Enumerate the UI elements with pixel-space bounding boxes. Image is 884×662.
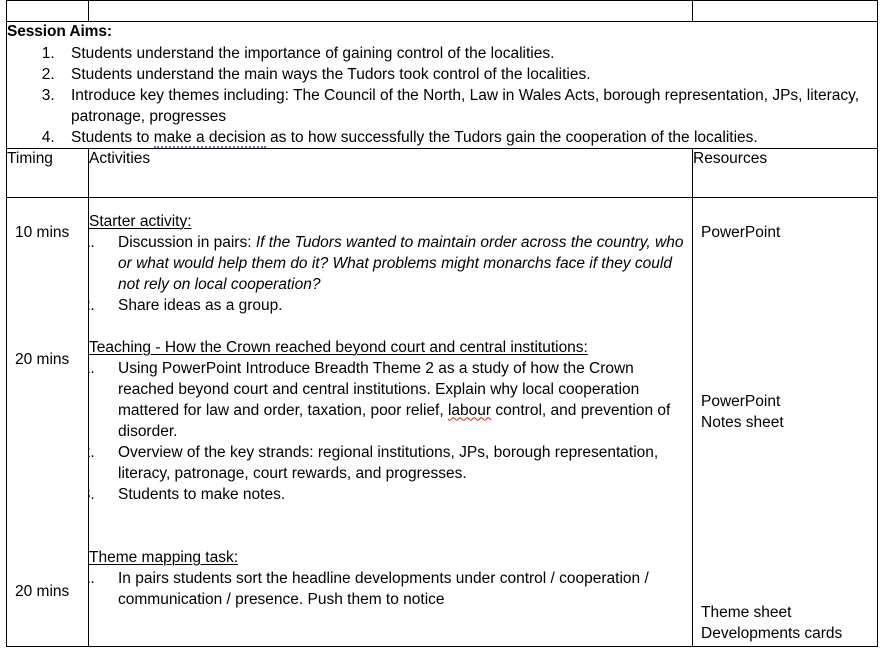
- block-spacer: [89, 526, 692, 547]
- teaching-item: 3. Students to make notes.: [99, 484, 692, 505]
- top-spacer: [89, 198, 692, 211]
- teaching-heading: Teaching - How the Crown reached beyond court and central institutions:: [89, 338, 588, 356]
- block-spacer: [89, 316, 692, 337]
- lesson-plan-table: [6, 0, 878, 647]
- starter-item: 2. Share ideas as a group.: [99, 295, 692, 316]
- timing-value: 10 mins: [15, 223, 70, 241]
- aim4-prefix: Students to: [71, 128, 154, 146]
- column-header-activities: Activities: [89, 148, 693, 197]
- table-top-stub-row: [7, 1, 878, 22]
- activity-block-teaching: [89, 337, 692, 505]
- starter-list: [89, 232, 692, 316]
- block-spacer: [89, 505, 692, 526]
- resource-value: PowerPoint: [701, 223, 781, 241]
- teaching-item: [99, 358, 692, 442]
- activities-column-cell: [89, 197, 693, 646]
- teaching-item1-part2: control, and prevention of disorder.: [118, 401, 671, 440]
- stub-cell-left: [7, 1, 89, 22]
- theme-mapping-heading: Theme mapping task:: [89, 548, 239, 566]
- session-aims-cell: [7, 22, 878, 149]
- resources-column-cell: [693, 197, 878, 646]
- session-aims-title: Session Aims:: [7, 23, 112, 40]
- starter-item1-question: If the Tudors wanted to maintain order across the country, who or what would help them do it? What problems might monarchs face if they could not rely on local cooperation?: [118, 233, 684, 293]
- activity-block-starter: [89, 211, 692, 316]
- stub-cell-right: [693, 1, 878, 22]
- theme-mapping-item: 1. In pairs students sort the headline developments under control / cooperation / communication / presence. Push them to notice: [99, 568, 692, 610]
- grammar-suggestion-text[interactable]: make a decision: [153, 128, 266, 146]
- timing-value: 20 mins: [15, 350, 70, 368]
- stub-cell-middle: [89, 1, 693, 22]
- spelling-error-text[interactable]: labour: [447, 401, 492, 419]
- column-header-resources: Resources: [693, 148, 878, 197]
- resource-value: PowerPoint: [701, 392, 781, 410]
- session-aim-item: 3. Introduce key themes including: The Council of the North, Law in Wales Acts, borough representation, JPs, literacy, patronage, progresses: [59, 85, 877, 127]
- starter-item1-prefix: Discussion in pairs:: [118, 233, 256, 251]
- session-aim-item: [59, 127, 877, 148]
- teaching-item: 2. Overview of the key strands: regional institutions, JPs, borough representation, literacy, patronage, court rewards, and progresses.: [99, 442, 692, 484]
- session-aims-list: [7, 43, 877, 148]
- theme-mapping-list: [89, 568, 692, 610]
- session-aims-row: [7, 22, 878, 149]
- lesson-body-row: [7, 197, 878, 646]
- session-aim-item: 2. Students understand the main ways the Tudors took control of the localities.: [59, 64, 877, 85]
- column-header-timing: Timing: [7, 148, 89, 197]
- timing-column-cell: [7, 197, 89, 646]
- resource-value: Developments cards: [701, 624, 843, 642]
- activity-block-theme-mapping: [89, 547, 692, 610]
- teaching-item1-part1: Using PowerPoint Introduce Breadth Theme 2 as a study of how the Crown reached beyond court and central institutions. Explain why local cooperation mattered for law and order, taxation, poor relief,: [118, 359, 640, 419]
- column-header-row: [7, 148, 878, 197]
- teaching-list: [89, 358, 692, 505]
- resource-value: Theme sheet: [701, 603, 792, 621]
- starter-item: [99, 232, 692, 295]
- timing-value: 20 mins: [15, 582, 70, 600]
- resource-value: Notes sheet: [701, 413, 784, 431]
- session-aim-item: 1. Students understand the importance of gaining control of the localities.: [59, 43, 877, 64]
- aim4-suffix: as to how successfully the Tudors gain the cooperation of the localities.: [265, 128, 758, 146]
- starter-heading: Starter activity:: [89, 212, 192, 230]
